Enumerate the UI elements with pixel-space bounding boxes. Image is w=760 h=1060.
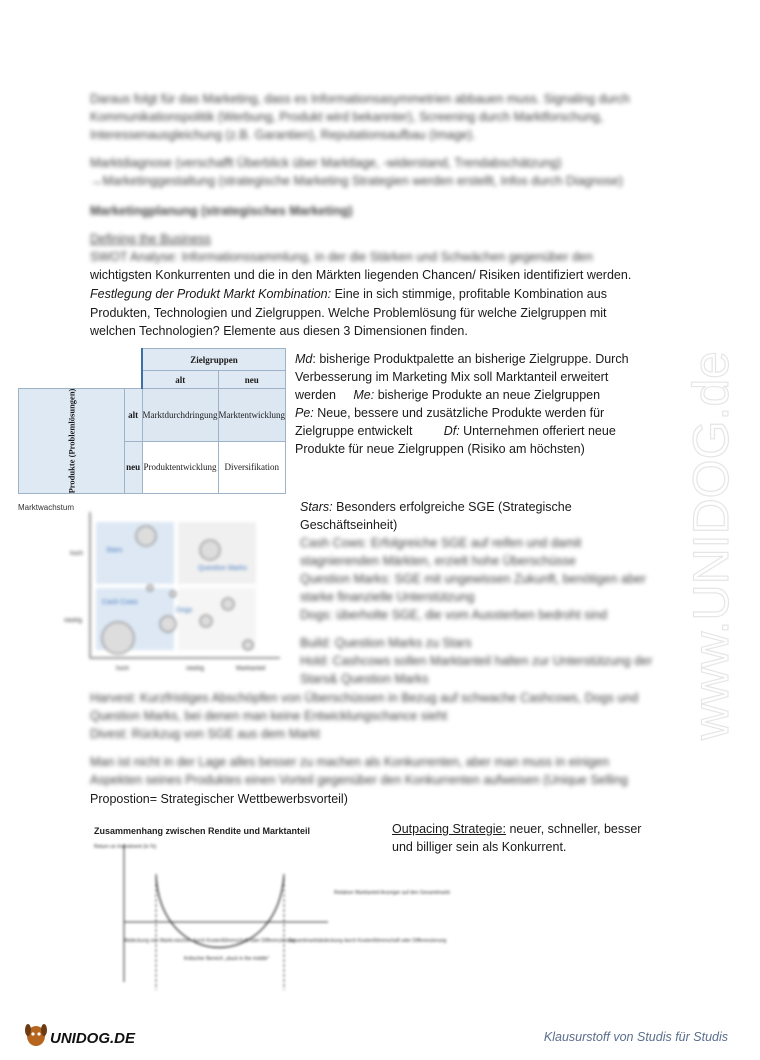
footer-tagline: Klausurstoff von Studis für Studis <box>543 1030 728 1044</box>
bcg-blur-1: Cash Cows: Erfolgreiche SGE auf reifen und damit <box>300 536 582 550</box>
ansoff-line-3 <box>295 386 600 404</box>
curve-ylabel: Return on Investment (in %) <box>94 844 157 850</box>
watermark-text: www.UNIDOG.de <box>683 351 739 740</box>
matrix-cell-diversifikation: Diversifikation <box>218 441 286 493</box>
stars-label: Stars: <box>300 500 333 514</box>
ansoff-matrix <box>18 348 286 494</box>
bcg-blur-3: Question Marks: SGE mit ungewissen Zukunft, benötigen aber <box>300 572 647 586</box>
me-text: bisherige Produkte an neue Zielgruppen <box>374 388 601 402</box>
curve-mid-note: Kritischer Bereich „stuck in the middle“ <box>184 956 270 962</box>
ansoff-line-1 <box>295 350 629 368</box>
bubble-2 <box>200 540 220 560</box>
quadrant-dogs <box>178 588 256 650</box>
curve-title: Zusammenhang zwischen Rendite und Marktanteil <box>94 826 311 836</box>
blurred-paragraph-1: Daraus folgt für das Marketing, dass es Informationsasymmetrien abbauen muss. Signaling durch Kommunikationspolitik (Werbung, Produkt wird bekannter), Screening durch Marktforschung, Interessenausgleichung (z.B. Garantien), Reputationsaufbau (Image). <box>90 92 630 142</box>
bcg-blur-12: Man ist nicht in der Lage alles besser zu machen als Konkurrenten, aber man muss in einigen <box>90 755 610 769</box>
bcg-stars-line <box>300 498 572 516</box>
outpacing-text: neuer, schneller, besser <box>505 822 642 836</box>
festlegung-text: Eine in sich stimmige, profitable Kombination aus <box>331 287 607 301</box>
df-text: Unternehmen offeriert neue <box>459 424 616 438</box>
portfolio-y-label: Marktwachstum <box>18 503 75 512</box>
watermark <box>640 270 760 750</box>
bcg-blur-4: starke finanzielle Unterstützung <box>300 590 475 604</box>
bubble-1 <box>136 526 156 546</box>
matrix-cell-produktentwicklung: Produktentwicklung <box>142 441 218 493</box>
me-label: Me: <box>353 388 375 402</box>
ansoff-werden: werden <box>295 388 336 402</box>
intro-line-3: Produkten, Technologien und Zielgruppen. Welche Problemlösung für welche Zielgruppen mit <box>90 306 607 320</box>
pe-text: Neue, bessere und zusätzliche Produkte werden für <box>313 406 605 420</box>
ansoff-line-5 <box>295 422 616 440</box>
bubble-5 <box>200 615 212 627</box>
bubble-8 <box>147 585 153 591</box>
bubble-7 <box>243 640 253 650</box>
md-label: Md <box>295 352 313 366</box>
ansoff-line-4 <box>295 404 604 422</box>
portfolio-hoch: hoch <box>70 551 84 557</box>
bcg-blur-13: Aspekten seines Produktes einen Vorteil gegenüber den Konkurrenten aufweisen (Unique Selling <box>90 773 628 787</box>
pe-label: Pe: <box>295 406 314 420</box>
portfolio-x-hoch: hoch <box>116 666 130 672</box>
outpacing-line-2: und billiger sein als Konkurrent. <box>392 840 567 854</box>
stars-text: Besonders erfolgreiche SGE (Strategische <box>332 500 572 514</box>
bcg-blur-9: Harvest: Kurzfristiges Abschöpfen von Überschüssen in Bezug auf schwache Cashcows, Dogs und <box>90 691 639 705</box>
bubble-6 <box>222 598 234 610</box>
blurred-subheading: Defining the Business <box>90 232 211 246</box>
bubble-4 <box>160 616 176 632</box>
label-question: Question Marks <box>198 565 248 572</box>
label-cash: Cash Cows <box>102 599 138 606</box>
ansoff-line-2: Verbesserung im Marketing Mix soll Marktanteil erweitert <box>295 370 609 384</box>
bubble-9 <box>170 591 176 597</box>
curve-xlabel: Relativer Marktanteil Anzeiger auf den Gesamtmarkt <box>334 890 450 896</box>
festlegung-label: Festlegung der Produkt Markt Kombination: <box>90 287 332 301</box>
outpacing-line-1 <box>392 820 641 838</box>
bcg-blur-7: Hold: Cashcows sollen Marktanteil halten zur Unterstützung der <box>300 654 653 668</box>
portfolio-x-label: Marktanteil <box>236 666 266 672</box>
curve-left-note: Abdeckung von Markt-nischen durch Kostenführerschaft oder Differenzierung <box>124 938 296 944</box>
label-dogs: Dogs <box>176 607 193 614</box>
label-stars: Stars <box>106 547 123 554</box>
intro-line-1: wichtigsten Konkurrenten und die in den Märkten liegenden Chancen/ Risiken identifiziert werden. <box>90 268 632 282</box>
matrix-col-neu: neu <box>218 371 286 389</box>
ansoff-entwickelt: Zielgruppe entwickelt <box>295 424 413 438</box>
intro-line-2 <box>90 285 607 303</box>
bcg-stars-line-2: Geschäftseinheit) <box>300 518 398 532</box>
bcg-blur-10: Question Marks, bei denen man keine Entwicklungschance sieht <box>90 709 448 723</box>
bcg-blur-5: Dogs: überholte SGE, die vom Aussterben bedroht sind <box>300 608 608 622</box>
bcg-blur-8: Stars& Question Marks <box>300 672 429 686</box>
portfolio-x-niedrig: niedrig <box>186 666 205 672</box>
blurred-heading: Marketingplanung (strategisches Marketing) <box>90 204 353 218</box>
matrix-col-alt: alt <box>142 371 218 389</box>
portfolio-niedrig: niedrig <box>64 618 83 624</box>
bcg-blur-2: stagnierenden Märkten, erzielt hohe Überschüsse <box>300 554 576 568</box>
logo-text: UNIDOG.DE <box>50 1030 136 1047</box>
blurred-paragraph-2: Marktdiagnose (verschafft Überblick über Marktlage, -widerstand, Trendabschätzung) →Marketinggestaltung (strategische Marketing Strategien werden erstellt, Infos durch Diagnose) <box>90 156 623 188</box>
matrix-cell-marktentwicklung: Marktentwicklung <box>218 389 286 441</box>
matrix-row-alt: alt <box>124 389 142 441</box>
u-curve <box>156 874 284 948</box>
matrix-col-header: Zielgruppen <box>142 349 285 371</box>
bubble-3 <box>102 622 134 654</box>
intro-line-4: welchen Technologien? Elemente aus diesen 3 Dimensionen finden. <box>90 324 468 338</box>
bcg-blur-11: Divest: Rückzug von SGE aus dem Markt <box>90 727 320 741</box>
bcg-blur-6: Build: Question Marks zu Stars <box>300 636 472 650</box>
matrix-row-header: Produkte (Problemlösungen) <box>19 389 125 494</box>
md-text: : bisherige Produktpalette an bisherige Zielgruppe. Durch <box>312 352 629 366</box>
bcg-portfolio-diagram <box>18 500 288 675</box>
curve-right-note: Gesamtmarktabdeckung durch Kostenführerschaft oder Differenzierung <box>288 938 447 944</box>
matrix-cell-marktdurchdringung: Marktdurchdringung <box>142 389 218 441</box>
outpacing-label: Outpacing Strategie: <box>392 822 506 836</box>
df-label: Df: <box>443 424 460 438</box>
blurred-swot-line: SWOT Analyse: Informationssammlung, in der die Stärken und Schwächen gegenüber den <box>90 250 593 264</box>
unidog-logo <box>22 1016 172 1052</box>
ansoff-line-6: Produkte für neue Zielgruppen (Risiko am höchsten) <box>295 442 585 456</box>
usp-line: Propostion= Strategischer Wettbewerbsvorteil) <box>90 792 348 806</box>
matrix-row-neu: neu <box>124 441 142 493</box>
